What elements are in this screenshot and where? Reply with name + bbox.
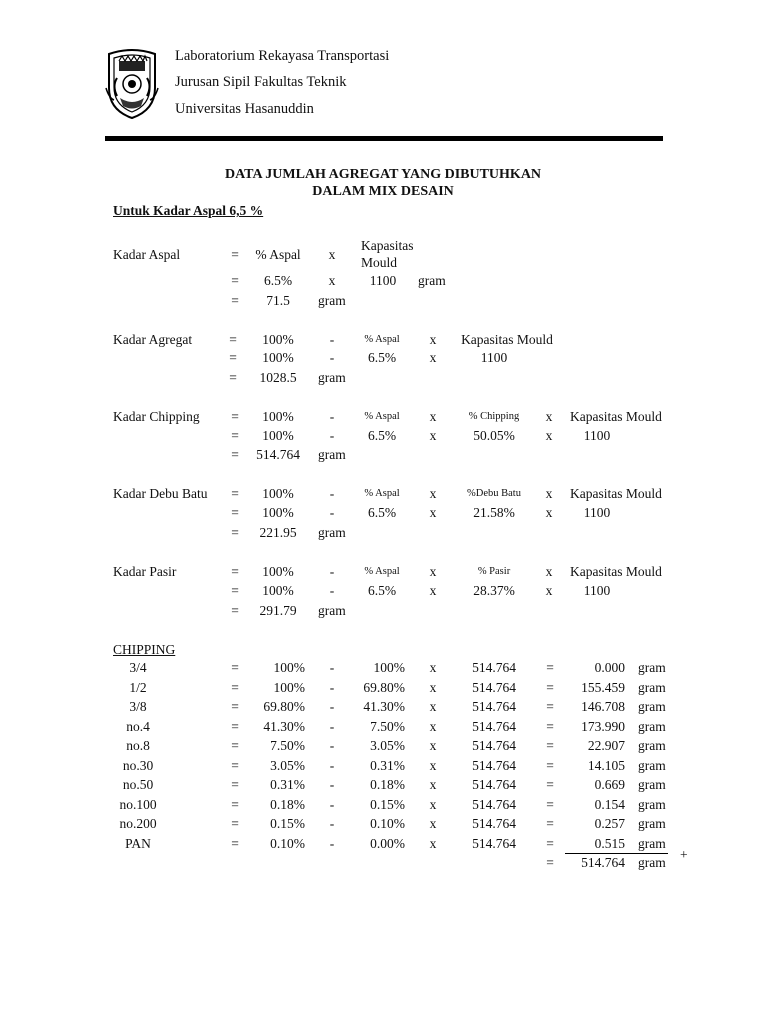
equals-sign: = [231,273,239,288]
passing-percent-lower: 0.10% [370,816,405,831]
mould-capacity-value: 1100 [480,350,508,365]
minus-sign: - [329,583,335,598]
equals-sign: = [229,350,237,365]
minus-sign: - [329,660,335,675]
percent-value: 100% [262,428,294,443]
passing-percent-upper: 69.80% [263,699,305,714]
chipping-weight: 514.764 [472,660,516,675]
passing-percent-lower: 3.05% [370,738,405,753]
kapasitas-mould-label: Kapasitas Mould [570,486,662,501]
equals-sign: = [231,797,239,812]
chipping-weight: 514.764 [472,719,516,734]
times-sign: x [429,350,437,365]
kadar-aspal-label: Kadar Aspal [113,247,181,262]
equals-sign: = [231,660,239,675]
minus-sign: - [329,719,335,734]
university-name: Universitas Hasanuddin [175,101,314,117]
chipping-weight: 514.764 [472,699,516,714]
minus-sign: - [329,428,335,443]
pasir-percent-label: % Pasir [477,566,511,577]
unit-gram: gram [638,816,666,831]
passing-percent-upper: 100% [273,680,305,695]
kapasitas-label: Kapasitas [361,238,414,253]
times-sign: x [429,680,437,695]
sieve-size: no.30 [122,758,154,773]
kapasitas-mould-label: Kapasitas Mould [570,409,662,424]
kadar-agregat-label: Kadar Agregat [113,332,193,347]
chipping-weight: 514.764 [472,758,516,773]
retained-weight: 0.515 [594,836,625,851]
passing-percent-lower: 0.15% [370,797,405,812]
kadar-chipping-label: Kadar Chipping [113,409,200,424]
equals-sign: = [231,777,239,792]
unit-gram: gram [638,719,666,734]
sieve-size: no.50 [122,777,154,792]
percent-value: 100% [262,332,294,347]
aspal-percent-label: % Aspal [364,411,400,422]
percent-value: 100% [262,505,294,520]
sieve-size: 3/4 [129,660,147,675]
equals-sign: = [231,603,239,618]
times-sign: x [429,797,437,812]
passing-percent-upper: 0.10% [270,836,305,851]
equals-sign: = [231,564,239,579]
equals-sign: = [546,777,554,792]
aspal-percent-label: % Aspal [364,566,400,577]
times-sign: x [429,660,437,675]
equals-sign: = [546,758,554,773]
times-sign: x [429,777,437,792]
aspal-percent-value: 6.5% [263,273,293,288]
mould-capacity-value: 1100 [583,505,611,520]
times-sign: x [328,273,336,288]
unit-gram: gram [638,797,666,812]
aspal-percent-value: 6.5% [367,583,397,598]
university-emblem-icon [105,48,159,120]
minus-sign: - [329,758,335,773]
times-sign: x [429,332,437,347]
minus-sign: - [329,350,335,365]
chipping-total: 514.764 [581,855,625,870]
unit-gram: gram [638,660,666,675]
times-sign: x [429,699,437,714]
equals-sign: = [546,719,554,734]
minus-sign: - [329,816,335,831]
passing-percent-upper: 0.15% [270,816,305,831]
equals-sign: = [231,719,239,734]
percent-value: 100% [262,350,294,365]
mould-capacity-value: 1100 [369,273,397,288]
equals-sign: = [546,836,554,851]
mould-label: Mould [361,255,398,270]
minus-sign: - [329,486,335,501]
sieve-size: no.100 [119,797,157,812]
passing-percent-lower: 100% [373,660,405,675]
equals-sign: = [231,486,239,501]
aspal-percent-label: % Aspal [364,334,400,345]
section-subtitle: Untuk Kadar Aspal 6,5 % [113,203,264,218]
equals-sign: = [229,370,237,385]
minus-sign: - [329,332,335,347]
times-sign: x [545,583,553,598]
times-sign: x [545,564,553,579]
retained-weight: 146.708 [581,699,625,714]
unit-gram: gram [318,603,346,618]
aspal-percent-label: % Aspal [364,488,400,499]
kadar-debu-batu-result: 221.95 [259,525,297,540]
times-sign: x [429,505,437,520]
equals-sign: = [231,583,239,598]
times-sign: x [429,836,437,851]
debu-batu-percent-value: 21.58% [473,505,515,520]
header-divider [105,136,663,141]
chipping-weight: 514.764 [472,777,516,792]
page-title-line2: DALAM MIX DESAIN [312,184,454,199]
minus-sign: - [329,836,335,851]
minus-sign: - [329,409,335,424]
pasir-percent-value: 28.37% [473,583,515,598]
times-sign: x [545,409,553,424]
equals-sign: = [546,699,554,714]
passing-percent-lower: 41.30% [363,699,405,714]
unit-gram: gram [318,525,346,540]
times-sign: x [545,505,553,520]
equals-sign: = [229,332,237,347]
aspal-percent-value: 6.5% [367,505,397,520]
equals-sign: = [231,680,239,695]
plus-sign: + [680,847,688,862]
retained-weight: 0.154 [594,797,625,812]
equals-sign: = [231,409,239,424]
chipping-weight: 514.764 [472,738,516,753]
retained-weight: 173.990 [581,719,625,734]
passing-percent-upper: 41.30% [263,719,305,734]
aspal-percent-label: % Aspal [255,247,301,262]
minus-sign: - [329,797,335,812]
equals-sign: = [546,680,554,695]
times-sign: x [429,409,437,424]
equals-sign: = [231,505,239,520]
department-name: Jurusan Sipil Fakultas Teknik [175,74,347,90]
equals-sign: = [231,758,239,773]
page-title: DATA JUMLAH AGREGAT YANG DIBUTUHKAN [224,167,542,182]
equals-sign: = [231,816,239,831]
equals-sign: = [231,836,239,851]
equals-sign: = [546,816,554,831]
minus-sign: - [329,564,335,579]
sum-line [565,853,668,854]
sieve-size: PAN [125,836,151,851]
times-sign: x [429,428,437,443]
debu-batu-percent-label: %Debu Batu [467,488,521,499]
unit-gram: gram [638,738,666,753]
equals-sign: = [546,797,554,812]
passing-percent-lower: 0.18% [370,777,405,792]
aspal-percent-value: 6.5% [367,350,397,365]
equals-sign: = [231,293,239,308]
times-sign: x [429,583,437,598]
times-sign: x [429,486,437,501]
unit-gram: gram [638,699,666,714]
times-sign: x [328,247,336,262]
passing-percent-upper: 0.18% [270,797,305,812]
passing-percent-lower: 7.50% [370,719,405,734]
lab-name: Laboratorium Rekayasa Transportasi [175,48,390,64]
passing-percent-lower: 69.80% [363,680,405,695]
kapasitas-mould-label: Kapasitas Mould [570,564,662,579]
chipping-percent-value: 50.05% [473,428,515,443]
kapasitas-mould-label: Kapasitas Mould [461,332,553,347]
equals-sign: = [546,855,554,870]
minus-sign: - [329,505,335,520]
times-sign: x [429,719,437,734]
chipping-weight: 514.764 [472,816,516,831]
unit-gram: gram [418,273,446,288]
unit-gram: gram [638,836,666,851]
sieve-size: no.4 [126,719,150,734]
unit-gram: gram [638,855,666,870]
sieve-size: 3/8 [129,699,147,714]
unit-gram: gram [318,293,346,308]
equals-sign: = [546,660,554,675]
passing-percent-upper: 0.31% [270,777,305,792]
minus-sign: - [329,777,335,792]
minus-sign: - [329,738,335,753]
chipping-weight: 514.764 [472,836,516,851]
retained-weight: 22.907 [587,738,625,753]
passing-percent-upper: 100% [273,660,305,675]
passing-percent-lower: 0.31% [370,758,405,773]
equals-sign: = [231,447,239,462]
kadar-aspal-result: 71.5 [266,293,290,308]
percent-value: 100% [262,409,294,424]
retained-weight: 0.669 [594,777,625,792]
times-sign: x [429,816,437,831]
unit-gram: gram [638,777,666,792]
chipping-weight: 514.764 [472,797,516,812]
percent-value: 100% [262,564,294,579]
minus-sign: - [329,699,335,714]
equals-sign: = [546,738,554,753]
percent-value: 100% [262,583,294,598]
aspal-percent-value: 6.5% [367,428,397,443]
kadar-chipping-result: 514.764 [256,447,300,462]
retained-weight: 14.105 [587,758,625,773]
unit-gram: gram [318,447,346,462]
times-sign: x [429,564,437,579]
chipping-heading: CHIPPING [113,642,176,657]
unit-gram: gram [318,370,346,385]
times-sign: x [429,758,437,773]
kadar-debu-batu-label: Kadar Debu Batu [113,486,208,501]
equals-sign: = [231,525,239,540]
retained-weight: 155.459 [581,680,625,695]
equals-sign: = [231,247,239,262]
kadar-agregat-result: 1028.5 [259,370,297,385]
retained-weight: 0.000 [594,660,625,675]
retained-weight: 0.257 [594,816,625,831]
equals-sign: = [231,699,239,714]
unit-gram: gram [638,680,666,695]
passing-percent-lower: 0.00% [370,836,405,851]
equals-sign: = [231,428,239,443]
chipping-percent-label: % Chipping [468,411,520,422]
kadar-pasir-result: 291.79 [259,603,297,618]
percent-value: 100% [262,486,294,501]
sieve-size: no.8 [126,738,150,753]
equals-sign: = [231,738,239,753]
mould-capacity-value: 1100 [583,583,611,598]
unit-gram: gram [638,758,666,773]
times-sign: x [545,486,553,501]
times-sign: x [429,738,437,753]
mould-capacity-value: 1100 [583,428,611,443]
sieve-size: no.200 [119,816,157,831]
sieve-size: 1/2 [129,680,147,695]
kadar-pasir-label: Kadar Pasir [113,564,177,579]
minus-sign: - [329,680,335,695]
times-sign: x [545,428,553,443]
passing-percent-upper: 7.50% [270,738,305,753]
chipping-weight: 514.764 [472,680,516,695]
passing-percent-upper: 3.05% [270,758,305,773]
